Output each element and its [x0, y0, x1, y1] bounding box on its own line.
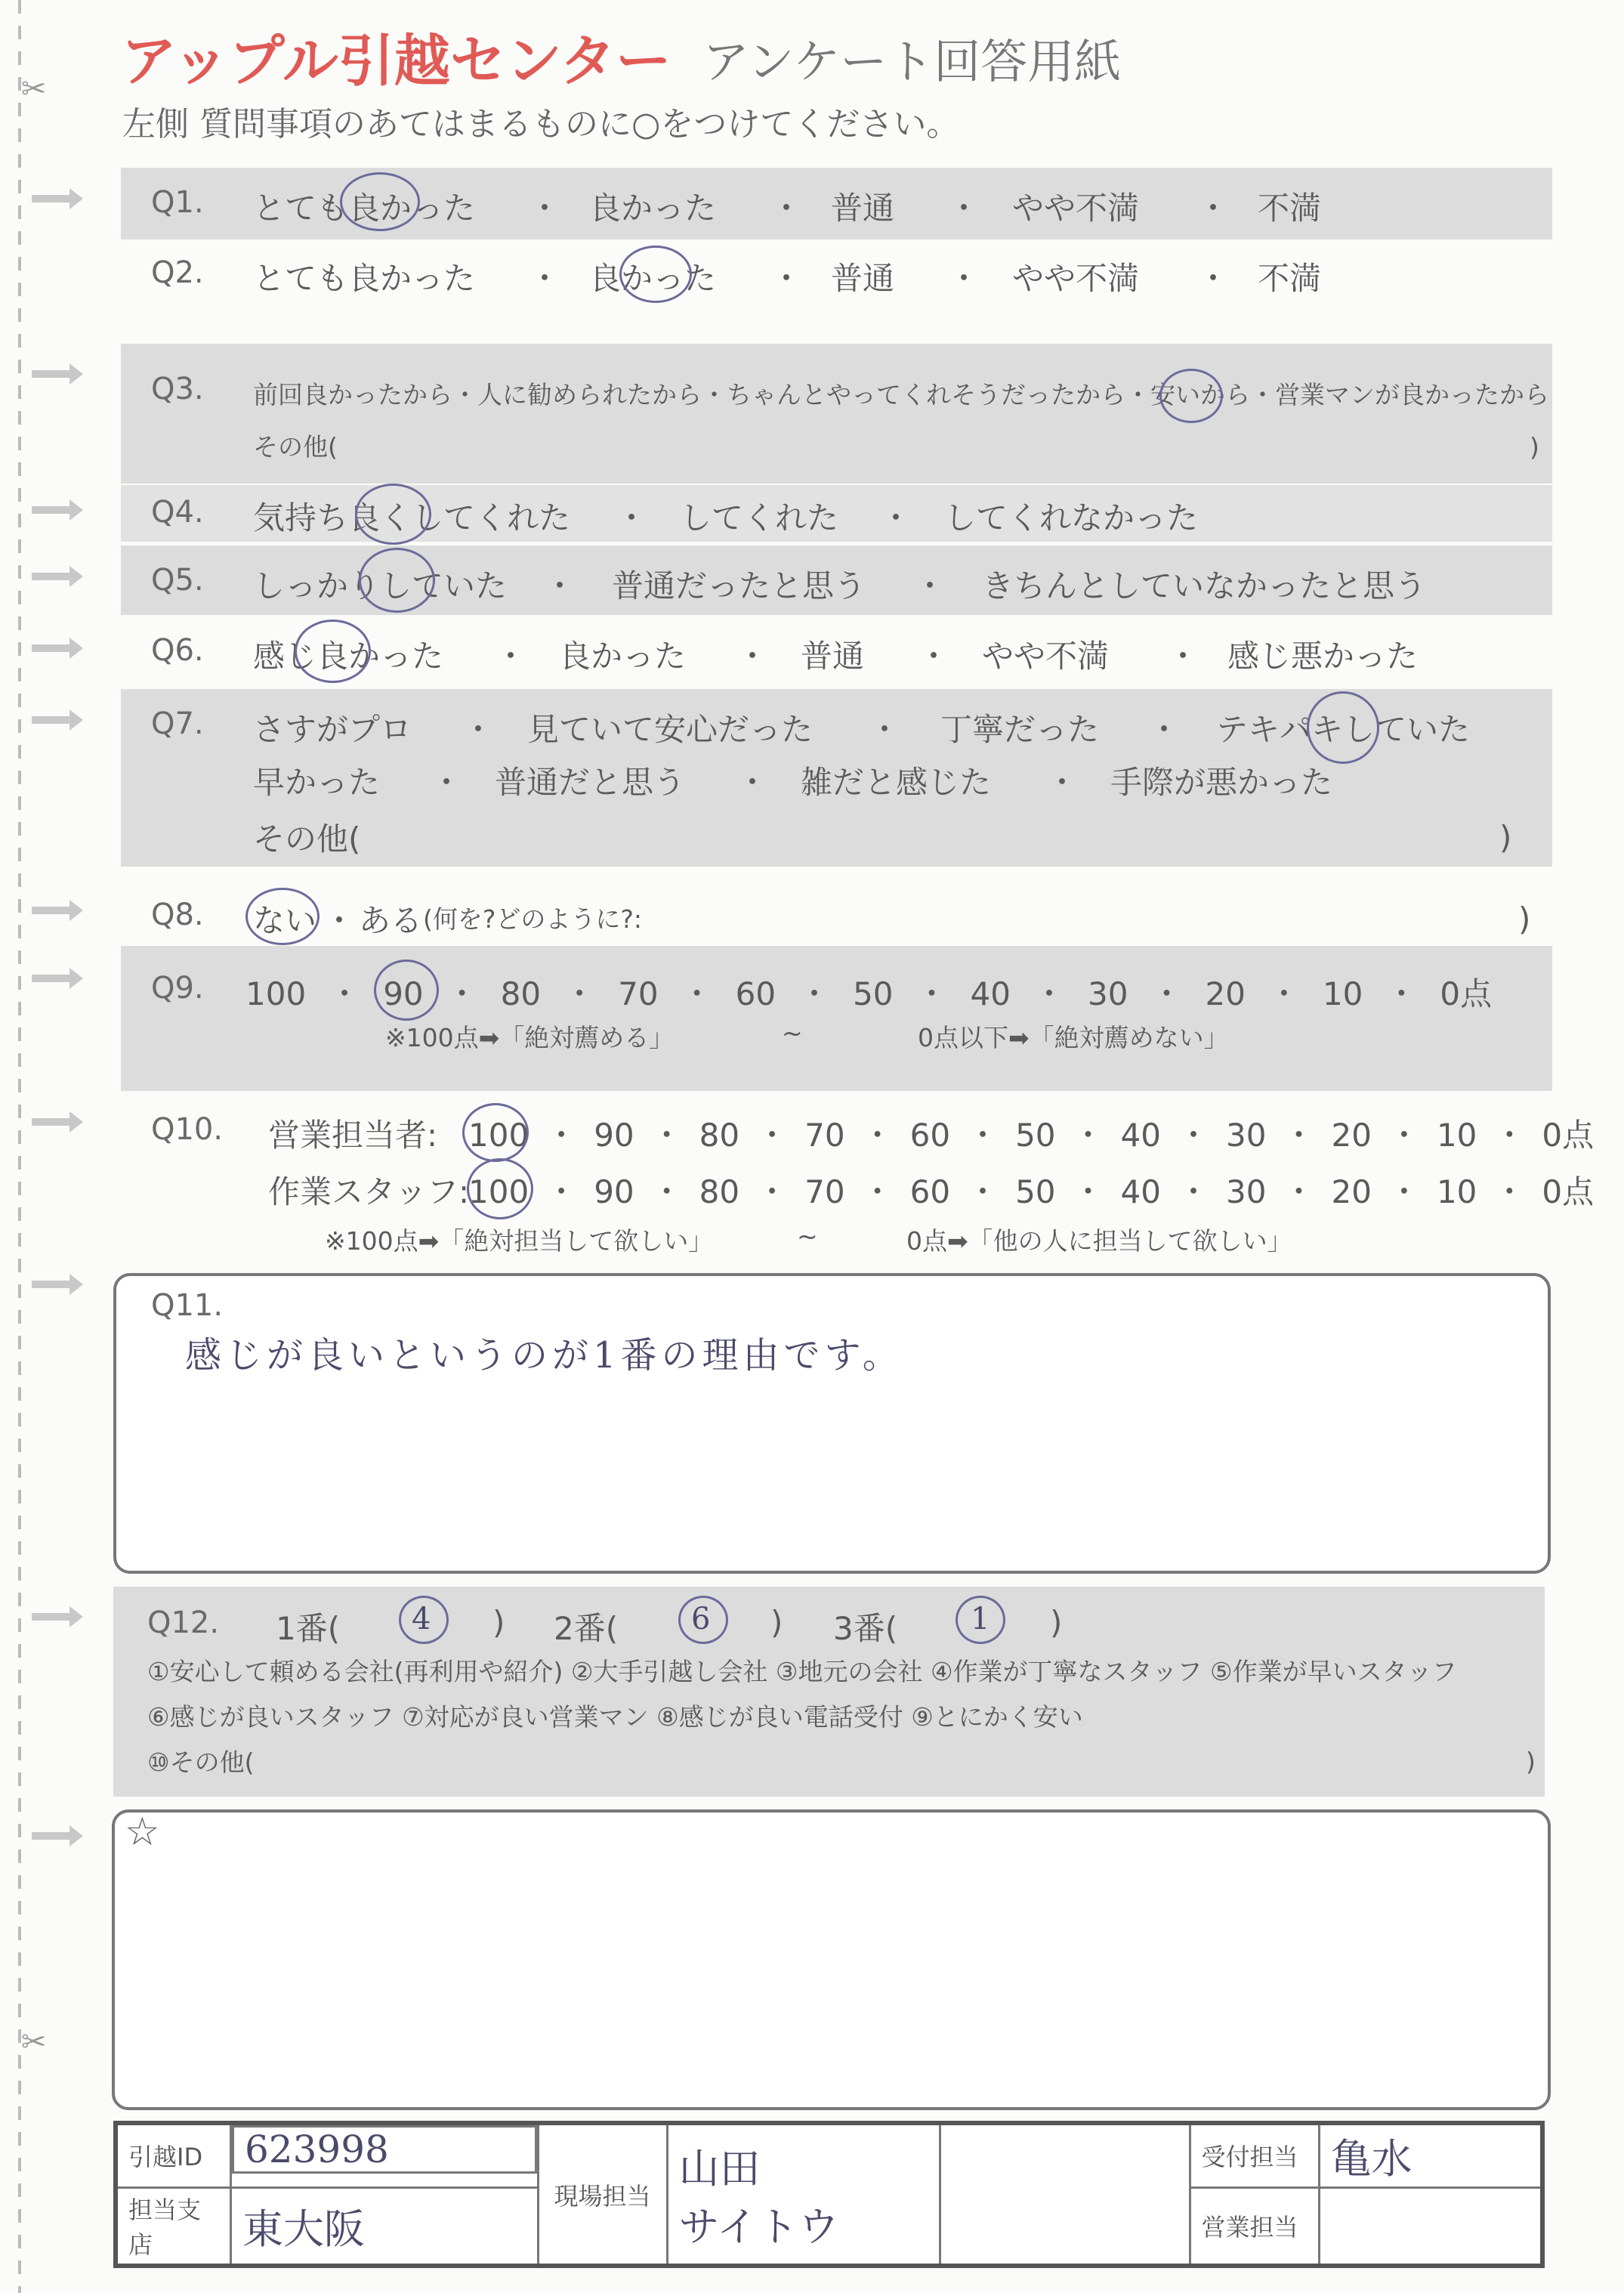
q9-tilde: ~ — [782, 1018, 803, 1048]
q9-score[interactable]: 90 — [383, 975, 424, 1012]
star-icon: ☆ — [125, 1809, 160, 1855]
q12-second-label: 2番( — [554, 1610, 619, 1647]
arrow-icon — [32, 1118, 71, 1126]
q10-score[interactable]: 90 — [594, 1117, 634, 1154]
blank-cell — [940, 2123, 1190, 2266]
selection-circle — [1159, 369, 1223, 423]
q10-score[interactable]: 100 — [468, 1117, 529, 1154]
separator-dot: ・ — [1388, 1173, 1420, 1210]
q4-option[interactable]: 気持ち良くしてくれた — [253, 499, 571, 536]
q11-handwritten-answer: 感じが良いというのが1番の理由です。 — [185, 1334, 903, 1377]
q10-score[interactable]: 0点 — [1542, 1173, 1595, 1210]
q1-option[interactable]: やや不満 — [1012, 190, 1140, 227]
q12-choices-row3: ⑩その他( — [147, 1748, 255, 1777]
q10-score[interactable]: 30 — [1226, 1173, 1267, 1210]
q2-label: Q2. — [151, 255, 204, 290]
separator-dot: ・ — [323, 902, 356, 939]
separator-dot: ・ — [770, 190, 803, 227]
separator-dot: ・ — [529, 260, 561, 297]
q7-option[interactable]: さすがプロ — [253, 711, 412, 748]
binding-edge — [18, 0, 21, 2293]
separator-dot: ・ — [918, 638, 950, 675]
q9-score[interactable]: 70 — [618, 975, 659, 1012]
separator-dot: ・ — [1150, 975, 1183, 1012]
sales-label: 営業担当 — [1190, 2187, 1319, 2266]
q10-score[interactable]: 40 — [1120, 1173, 1161, 1210]
q7-option[interactable]: 雑だと感じた — [801, 764, 992, 801]
q10-score[interactable]: 0点 — [1542, 1117, 1595, 1154]
separator-dot: ・ — [1177, 1173, 1209, 1210]
selection-circle — [462, 1103, 529, 1162]
q7-option[interactable]: テキパキしていた — [1216, 711, 1471, 748]
arrow-icon — [32, 195, 71, 202]
q5-option[interactable]: 普通だったと思う — [612, 567, 866, 604]
separator-dot: ・ — [563, 975, 596, 1012]
arrow-icon — [32, 975, 71, 982]
separator-dot: ・ — [1283, 1117, 1315, 1154]
separator-dot: ・ — [329, 975, 361, 1012]
q10-score[interactable]: 90 — [594, 1173, 634, 1210]
q12-first-label: 1番( — [276, 1610, 341, 1647]
move-id-label: 引越ID — [116, 2123, 231, 2187]
selection-circle — [956, 1596, 1005, 1644]
separator-dot: ・ — [967, 1173, 999, 1210]
selection-circle — [619, 246, 692, 303]
q5-option[interactable]: しっかりしていた — [253, 567, 508, 604]
selection-circle — [467, 1158, 533, 1219]
q10-score[interactable]: 50 — [1015, 1173, 1056, 1210]
q10-score[interactable]: 60 — [909, 1173, 951, 1210]
form-title: アンケート回答用紙 — [702, 34, 1122, 89]
separator-dot: ・ — [462, 711, 495, 748]
q10-score[interactable]: 30 — [1226, 1117, 1267, 1154]
separator-dot: ・ — [914, 567, 946, 604]
separator-dot: ・ — [915, 975, 948, 1012]
separator-dot: ・ — [736, 638, 769, 675]
q9-score[interactable]: 30 — [1088, 975, 1128, 1012]
sales-value — [1319, 2187, 1542, 2266]
q10-score[interactable]: 100 — [468, 1173, 529, 1210]
q6-option[interactable]: やや不満 — [982, 638, 1110, 675]
q9-score[interactable]: 20 — [1205, 975, 1246, 1012]
separator-dot: ・ — [431, 764, 463, 801]
arrow-icon — [32, 1832, 71, 1840]
separator-dot: ・ — [681, 975, 713, 1012]
q7-option[interactable]: 早かった — [253, 764, 381, 801]
separator-dot: ・ — [1493, 1117, 1526, 1154]
reception-value — [1319, 2123, 1542, 2187]
separator-dot: ・ — [736, 764, 769, 801]
q3-label: Q3. — [151, 372, 204, 406]
q10-label: Q10. — [151, 1112, 224, 1147]
q7-option[interactable]: 丁寧だった — [940, 711, 1100, 748]
site-staff-label: 現場担当 — [538, 2123, 667, 2266]
q10-score[interactable]: 10 — [1436, 1173, 1477, 1210]
separator-dot: ・ — [1385, 975, 1418, 1012]
separator-dot: ・ — [1072, 1173, 1104, 1210]
q4-option[interactable]: してくれた — [680, 499, 839, 536]
q2-option[interactable]: やや不満 — [1012, 260, 1140, 297]
move-id-value — [232, 2125, 537, 2174]
q10-staff-scale[interactable] — [468, 1167, 1594, 1213]
q10-note-right: 0点➡「他の人に担当して欲しい」 — [906, 1226, 1292, 1256]
q9-label: Q9. — [151, 971, 204, 1006]
arrow-icon — [32, 1613, 71, 1621]
q10-score[interactable]: 80 — [699, 1117, 740, 1154]
q3-other[interactable]: その他( — [253, 432, 338, 462]
separator-dot: ・ — [650, 1173, 683, 1210]
arrow-icon — [32, 716, 71, 724]
q9-band — [121, 946, 1552, 1091]
q9-score[interactable]: 100 — [245, 975, 307, 1012]
q12-third-value[interactable]: 1 — [971, 1602, 990, 1636]
q7-other[interactable]: その他( — [253, 820, 361, 858]
q1-option[interactable]: とても良かった — [253, 190, 476, 227]
separator-dot: ・ — [1177, 1117, 1209, 1154]
selection-circle — [295, 620, 371, 683]
separator-dot: ・ — [616, 499, 648, 536]
q6-option[interactable]: 感じ悪かった — [1227, 638, 1419, 675]
q12-close: ) — [492, 1604, 505, 1641]
q10-sales-label: 営業担当者: — [268, 1117, 438, 1154]
q9-score[interactable]: 0点 — [1440, 975, 1493, 1012]
separator-dot: ・ — [545, 1173, 578, 1210]
q11-answer-box[interactable] — [113, 1273, 1551, 1574]
q8-prompt[interactable]: (何を?どのように?: — [423, 904, 643, 934]
separator-dot: ・ — [948, 190, 980, 227]
q3-options[interactable]: 前回良かったから・人に勧められたから・ちゃんとやってくれそうだったから・安いから・営業マンが良かったから — [253, 380, 1549, 409]
q10-sales-scale[interactable] — [468, 1111, 1594, 1156]
q6-option[interactable]: 良かった — [559, 638, 687, 675]
separator-dot: ・ — [446, 975, 478, 1012]
q7-close: ) — [1499, 819, 1512, 856]
comment-box[interactable] — [112, 1809, 1551, 2110]
scissors-icon: ✂ — [21, 2025, 47, 2060]
separator-dot: ・ — [967, 1117, 999, 1154]
separator-dot: ・ — [1033, 975, 1065, 1012]
q10-note-left: ※100点➡「絶対担当して欲しい」 — [325, 1226, 714, 1256]
arrow-icon — [32, 644, 71, 652]
q7-label: Q7. — [151, 706, 204, 741]
move-id-handwritten: 623998 — [245, 2128, 389, 2171]
q2-option[interactable]: 良かった — [589, 260, 717, 297]
q1-label: Q1. — [151, 185, 204, 220]
q7-option[interactable]: 見ていて安心だった — [527, 711, 814, 748]
q9-note-right: 0点以下➡「絶対薦めない」 — [918, 1023, 1229, 1052]
q7-option[interactable]: 普通だと思う — [495, 764, 686, 801]
q10-score[interactable]: 60 — [909, 1117, 951, 1154]
q7-option[interactable]: 手際が悪かった — [1110, 764, 1333, 801]
separator-dot: ・ — [650, 1117, 683, 1154]
q4-option[interactable]: してくれなかった — [944, 499, 1199, 536]
scissors-icon: ✂ — [21, 72, 47, 107]
branch-label: 担当支店 — [116, 2187, 231, 2266]
selection-circle — [359, 548, 435, 613]
q5-label: Q5. — [151, 563, 204, 598]
branch-value — [231, 2187, 539, 2266]
q9-score[interactable]: 60 — [735, 975, 776, 1012]
q2-option[interactable]: 普通 — [831, 260, 895, 297]
q12-third-label: 3番( — [833, 1610, 898, 1647]
arrow-icon — [32, 573, 71, 580]
q9-score[interactable]: 80 — [500, 975, 542, 1012]
q4-label: Q4. — [151, 495, 204, 530]
q12-second-value[interactable]: 6 — [691, 1602, 711, 1636]
q8-option[interactable]: ない — [253, 902, 317, 939]
selection-circle — [678, 1596, 728, 1644]
q10-score[interactable]: 70 — [804, 1117, 845, 1154]
q10-score[interactable]: 80 — [699, 1173, 740, 1210]
q8-label: Q8. — [151, 898, 204, 932]
separator-dot: ・ — [756, 1117, 789, 1154]
separator-dot: ・ — [1388, 1117, 1420, 1154]
separator-dot: ・ — [1072, 1117, 1104, 1154]
q10-score[interactable]: 10 — [1436, 1117, 1477, 1154]
q6-label: Q6. — [151, 633, 204, 668]
q9-score[interactable]: 50 — [853, 975, 894, 1012]
q3-close: ) — [1530, 432, 1539, 462]
separator-dot: ・ — [1267, 975, 1300, 1012]
q8-option[interactable]: ある — [359, 902, 423, 939]
q11-label: Q11. — [151, 1288, 224, 1323]
arrow-icon — [32, 907, 71, 914]
separator-dot: ・ — [869, 711, 901, 748]
q10-score[interactable]: 70 — [804, 1173, 845, 1210]
selection-circle — [1307, 691, 1379, 764]
q12-first-value[interactable]: 4 — [412, 1602, 431, 1636]
separator-dot: ・ — [1493, 1173, 1526, 1210]
reception-label: 受付担当 — [1190, 2123, 1319, 2187]
arrow-icon — [32, 1281, 71, 1288]
q2-option[interactable]: とても良かった — [253, 260, 476, 297]
selection-circle — [399, 1596, 449, 1644]
separator-dot: ・ — [1197, 260, 1230, 297]
arrow-icon — [32, 370, 71, 378]
separator-dot: ・ — [1167, 638, 1199, 675]
site-staff-2: サイトウ — [678, 2202, 839, 2251]
q10-staff-label: 作業スタッフ: — [268, 1173, 470, 1210]
q12-choices-row1: ①安心して頼める会社(再利用や紹介) ②大手引越し会社 ③地元の会社 ④作業が丁寧なスタッフ ⑤作業が早いスタッフ — [147, 1657, 1457, 1686]
reception-handwritten: 亀水 — [1330, 2134, 1413, 2183]
q9-score[interactable]: 10 — [1322, 975, 1363, 1012]
q12-close: ) — [770, 1604, 783, 1641]
q12-row3-close: ) — [1526, 1747, 1536, 1776]
separator-dot: ・ — [770, 260, 803, 297]
separator-dot: ・ — [880, 499, 912, 536]
separator-dot: ・ — [545, 1117, 578, 1154]
q12-choices-row2: ⑥感じが良いスタッフ ⑦対応が良い営業マン ⑧感じが良い電話受付 ⑨とにかく安い — [147, 1702, 1083, 1732]
instruction-text: 左側 質問事項のあてはまるものに○をつけてください。 — [122, 105, 960, 144]
q9-note-left: ※100点➡「絶対薦める」 — [385, 1023, 675, 1052]
separator-dot: ・ — [1148, 711, 1181, 748]
arrow-icon — [32, 506, 71, 514]
site-staff-1: 山田 — [678, 2144, 761, 2193]
q10-score[interactable]: 20 — [1331, 1173, 1372, 1210]
selection-circle — [340, 172, 420, 231]
q12-close: ) — [1050, 1604, 1063, 1641]
q1-option[interactable]: 良かった — [589, 190, 717, 227]
separator-dot: ・ — [948, 260, 980, 297]
office-use-table — [113, 2121, 1545, 2268]
branch-handwritten: 東大阪 — [242, 2205, 365, 2253]
q10-score[interactable]: 50 — [1015, 1117, 1056, 1154]
q2-option[interactable]: 不満 — [1258, 260, 1322, 297]
q6-option[interactable]: 感じ良かった — [253, 638, 444, 675]
q1-option[interactable]: 不満 — [1258, 190, 1322, 227]
separator-dot: ・ — [798, 975, 831, 1012]
separator-dot: ・ — [529, 190, 561, 227]
q10-tilde: ~ — [797, 1222, 818, 1251]
selection-circle — [355, 484, 431, 545]
separator-dot: ・ — [1046, 764, 1079, 801]
q6-option[interactable]: 普通 — [801, 638, 865, 675]
q5-option[interactable]: きちんとしていなかったと思う — [982, 567, 1427, 604]
separator-dot: ・ — [544, 567, 576, 604]
selection-circle — [374, 960, 439, 1021]
site-staff-value — [667, 2123, 940, 2266]
separator-dot: ・ — [495, 638, 527, 675]
selection-circle — [245, 888, 320, 945]
separator-dot: ・ — [861, 1117, 894, 1154]
q10-score[interactable]: 40 — [1120, 1117, 1161, 1154]
separator-dot: ・ — [1197, 190, 1230, 227]
q12-label: Q12. — [147, 1605, 220, 1640]
q10-score[interactable]: 20 — [1331, 1117, 1372, 1154]
separator-dot: ・ — [1283, 1173, 1315, 1210]
brand-logo: アップル引越センター — [121, 29, 672, 94]
q9-score[interactable]: 40 — [970, 975, 1011, 1012]
q8-close: ) — [1518, 901, 1531, 938]
separator-dot: ・ — [756, 1173, 789, 1210]
q1-option[interactable]: 普通 — [831, 190, 895, 227]
separator-dot: ・ — [861, 1173, 894, 1210]
